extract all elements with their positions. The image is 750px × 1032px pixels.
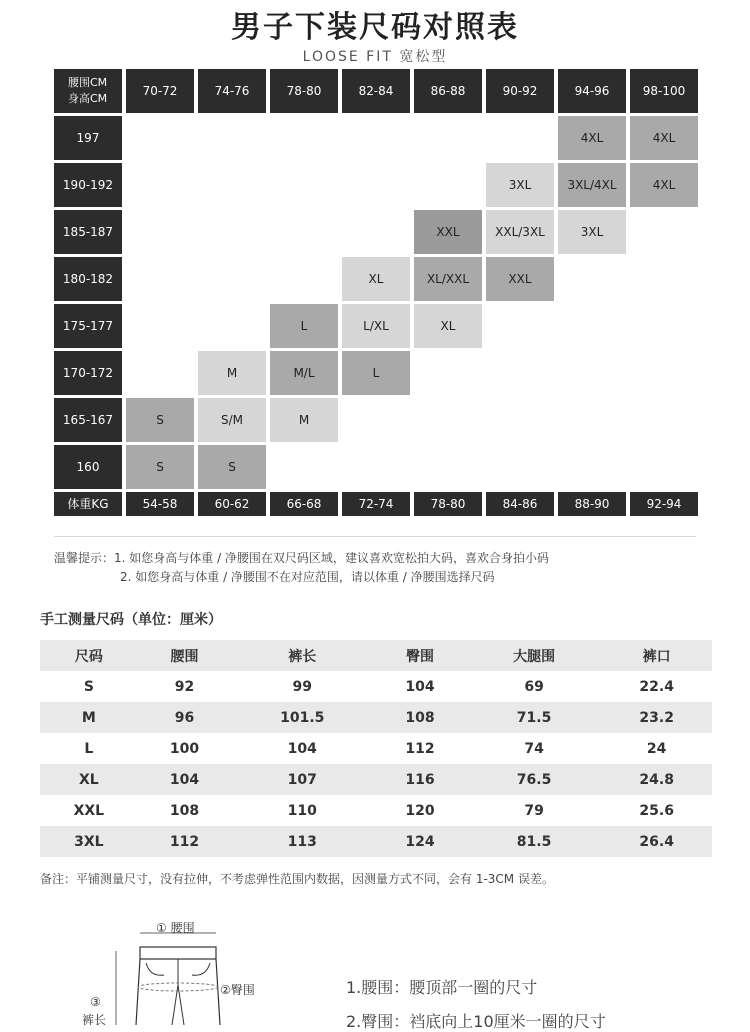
empty-cell xyxy=(486,351,554,395)
measure-cell: 24 xyxy=(646,740,667,757)
size-cell: XL xyxy=(342,257,410,301)
empty-cell xyxy=(270,210,338,254)
measure-row xyxy=(40,795,712,826)
empty-cell xyxy=(198,257,266,301)
size-cell: L/XL xyxy=(342,304,410,348)
empty-cell xyxy=(630,304,698,348)
empty-cell xyxy=(558,351,626,395)
measure-cell: 104 xyxy=(287,740,317,757)
waist-header: 74-76 xyxy=(198,69,266,113)
empty-cell xyxy=(414,351,482,395)
measure-cell: M xyxy=(40,702,138,733)
size-cell: S/M xyxy=(198,398,266,442)
weight-value: 88-90 xyxy=(558,492,626,516)
size-cell: S xyxy=(126,445,194,489)
empty-cell xyxy=(630,445,698,489)
size-cell: L xyxy=(342,351,410,395)
waist-header: 94-96 xyxy=(558,69,626,113)
height-header: 185-187 xyxy=(54,210,122,254)
size-cell: 4XL xyxy=(630,163,698,207)
measure-row xyxy=(40,733,712,764)
measurement-header-row xyxy=(40,640,712,671)
measure-cell: 74 xyxy=(524,740,544,757)
empty-cell xyxy=(342,398,410,442)
weight-header: 体重KG xyxy=(54,492,122,516)
tips xyxy=(54,549,549,587)
tip-line-2: 2. 如您身高与体重 / 净腰围不在对应范围，请以体重 / 净腰围选择尺码 xyxy=(120,570,495,584)
measure-cell: 101.5 xyxy=(231,702,373,733)
measure-cell: XXL xyxy=(73,802,105,819)
size-cell: L xyxy=(270,304,338,348)
empty-cell xyxy=(486,398,554,442)
measure-column-header: 腰围 xyxy=(138,640,232,671)
weight-value: 54-58 xyxy=(126,492,194,516)
size-cell: S xyxy=(126,398,194,442)
measure-cell: 112 xyxy=(138,826,232,857)
measure-column-header: 裤长 xyxy=(231,640,373,671)
note: 备注：平铺测量尺寸，没有拉伸，不考虑弹性范围内数据，因测量方式不同，会有 1-3CM 误差。 xyxy=(40,872,554,886)
corner-waist-label: 腰围CM xyxy=(68,76,108,89)
height-header: 190-192 xyxy=(54,163,122,207)
desc-hip: 2.臀围：裆底向上10厘米一圈的尺寸 xyxy=(346,1012,606,1031)
empty-cell xyxy=(414,116,482,160)
pants-diagram xyxy=(80,915,320,1029)
empty-cell xyxy=(630,351,698,395)
desc-waist: 1.腰围：腰顶部一圈的尺寸 xyxy=(346,978,538,997)
empty-cell xyxy=(198,210,266,254)
empty-cell xyxy=(486,445,554,489)
empty-cell xyxy=(126,210,194,254)
empty-cell xyxy=(342,210,410,254)
measure-column-header: 臀围 xyxy=(373,640,467,671)
measure-cell: 81.5 xyxy=(467,826,602,857)
empty-cell xyxy=(342,163,410,207)
measure-row xyxy=(40,671,712,702)
page-subtitle: LOOSE FIT 宽松型 xyxy=(302,49,448,65)
waist-header: 82-84 xyxy=(342,69,410,113)
hip-label: ②臀围 xyxy=(220,983,255,997)
measure-cell: 23.2 xyxy=(601,702,712,733)
empty-cell xyxy=(342,445,410,489)
measure-cell: 120 xyxy=(405,802,435,819)
empty-cell xyxy=(558,445,626,489)
measure-cell: 108 xyxy=(169,802,200,819)
height-header: 165-167 xyxy=(54,398,122,442)
empty-cell xyxy=(414,398,482,442)
tip-line-1: 温馨提示：1. 如您身高与体重 / 净腰围在双尺码区域，建议喜欢宽松拍大码，喜欢合身拍小码 xyxy=(54,551,549,565)
measure-cell: 99 xyxy=(292,678,313,695)
measure-cell: 113 xyxy=(231,826,373,857)
measure-cell: 92 xyxy=(174,678,195,695)
empty-cell xyxy=(126,163,194,207)
size-chart-grid xyxy=(54,69,698,516)
measure-row xyxy=(40,702,712,733)
measure-cell: 25.6 xyxy=(639,802,674,819)
corner-height-label: 身高CM xyxy=(68,92,108,105)
page-title: 男子下装尺码对照表 xyxy=(231,10,519,45)
length-label: 裤长 xyxy=(82,1013,107,1027)
weight-value: 78-80 xyxy=(414,492,482,516)
measure-cell: 22.4 xyxy=(639,678,674,695)
empty-cell xyxy=(486,304,554,348)
empty-cell xyxy=(414,163,482,207)
empty-cell xyxy=(630,257,698,301)
size-cell: 3XL xyxy=(486,163,554,207)
measure-column-header: 尺码 xyxy=(40,640,138,671)
empty-cell xyxy=(342,116,410,160)
empty-cell xyxy=(126,116,194,160)
empty-cell xyxy=(486,116,554,160)
corner-header xyxy=(54,69,122,113)
empty-cell xyxy=(270,163,338,207)
measurement-table xyxy=(40,640,712,857)
waist-header: 70-72 xyxy=(126,69,194,113)
size-cell: M xyxy=(270,398,338,442)
height-header: 175-177 xyxy=(54,304,122,348)
waist-label: ① 腰围 xyxy=(156,921,195,935)
empty-cell xyxy=(558,304,626,348)
measure-cell: 79 xyxy=(524,802,544,819)
measure-cell: 116 xyxy=(373,764,467,795)
measure-title: 手工测量尺码（单位：厘米） xyxy=(40,612,222,628)
empty-cell xyxy=(198,163,266,207)
measure-column-header: 大腿围 xyxy=(467,640,602,671)
measure-cell: 110 xyxy=(287,802,317,819)
crotch-seam xyxy=(172,959,184,1025)
weight-value: 60-62 xyxy=(198,492,266,516)
empty-cell xyxy=(630,210,698,254)
waist-header: 78-80 xyxy=(270,69,338,113)
length-number: ③ xyxy=(90,995,101,1009)
weight-value: 92-94 xyxy=(630,492,698,516)
empty-cell xyxy=(198,304,266,348)
measure-cell: 104 xyxy=(138,764,232,795)
measure-row xyxy=(40,826,712,857)
empty-cell xyxy=(558,257,626,301)
weight-value: 66-68 xyxy=(270,492,338,516)
size-cell: M/L xyxy=(270,351,338,395)
size-cell: XXL/3XL xyxy=(486,210,554,254)
waist-header: 90-92 xyxy=(486,69,554,113)
measure-cell: 96 xyxy=(138,702,232,733)
height-header: 197 xyxy=(54,116,122,160)
weight-value: 72-74 xyxy=(342,492,410,516)
measure-cell: 124 xyxy=(373,826,467,857)
measure-cell: 24.8 xyxy=(601,764,712,795)
size-cell: M xyxy=(198,351,266,395)
divider xyxy=(54,536,696,537)
waistband xyxy=(140,947,216,959)
measure-cell: 3XL xyxy=(40,826,138,857)
measure-cell: 104 xyxy=(405,678,435,695)
size-cell: 4XL xyxy=(558,116,626,160)
measure-cell: 107 xyxy=(231,764,373,795)
waist-header: 86-88 xyxy=(414,69,482,113)
height-header: 160 xyxy=(54,445,122,489)
measure-cell: S xyxy=(83,678,94,695)
size-cell: 3XL/4XL xyxy=(558,163,626,207)
measure-cell: 26.4 xyxy=(601,826,712,857)
empty-cell xyxy=(126,304,194,348)
size-cell: XL xyxy=(414,304,482,348)
height-header: 170-172 xyxy=(54,351,122,395)
size-cell: S xyxy=(198,445,266,489)
size-cell: XL/XXL xyxy=(414,257,482,301)
size-cell: XXL xyxy=(486,257,554,301)
weight-value: 84-86 xyxy=(486,492,554,516)
measure-cell: 76.5 xyxy=(467,764,602,795)
height-header: 180-182 xyxy=(54,257,122,301)
empty-cell xyxy=(414,445,482,489)
pants-illustration xyxy=(80,915,320,1025)
measure-column-header: 裤口 xyxy=(601,640,712,671)
empty-cell xyxy=(558,398,626,442)
size-cell: 3XL xyxy=(558,210,626,254)
empty-cell xyxy=(270,445,338,489)
waist-header: 98-100 xyxy=(630,69,698,113)
empty-cell xyxy=(630,398,698,442)
empty-cell xyxy=(270,116,338,160)
measure-cell: 108 xyxy=(373,702,467,733)
measure-cell: 71.5 xyxy=(467,702,602,733)
empty-cell xyxy=(126,351,194,395)
measure-cell: 69 xyxy=(524,678,544,695)
measure-cell: XL xyxy=(40,764,138,795)
measure-cell: 100 xyxy=(169,740,200,757)
size-cell: 4XL xyxy=(630,116,698,160)
empty-cell xyxy=(126,257,194,301)
measure-row xyxy=(40,764,712,795)
empty-cell xyxy=(198,116,266,160)
measure-cell: L xyxy=(84,740,94,757)
size-cell: XXL xyxy=(414,210,482,254)
measure-cell: 112 xyxy=(405,740,435,757)
empty-cell xyxy=(270,257,338,301)
